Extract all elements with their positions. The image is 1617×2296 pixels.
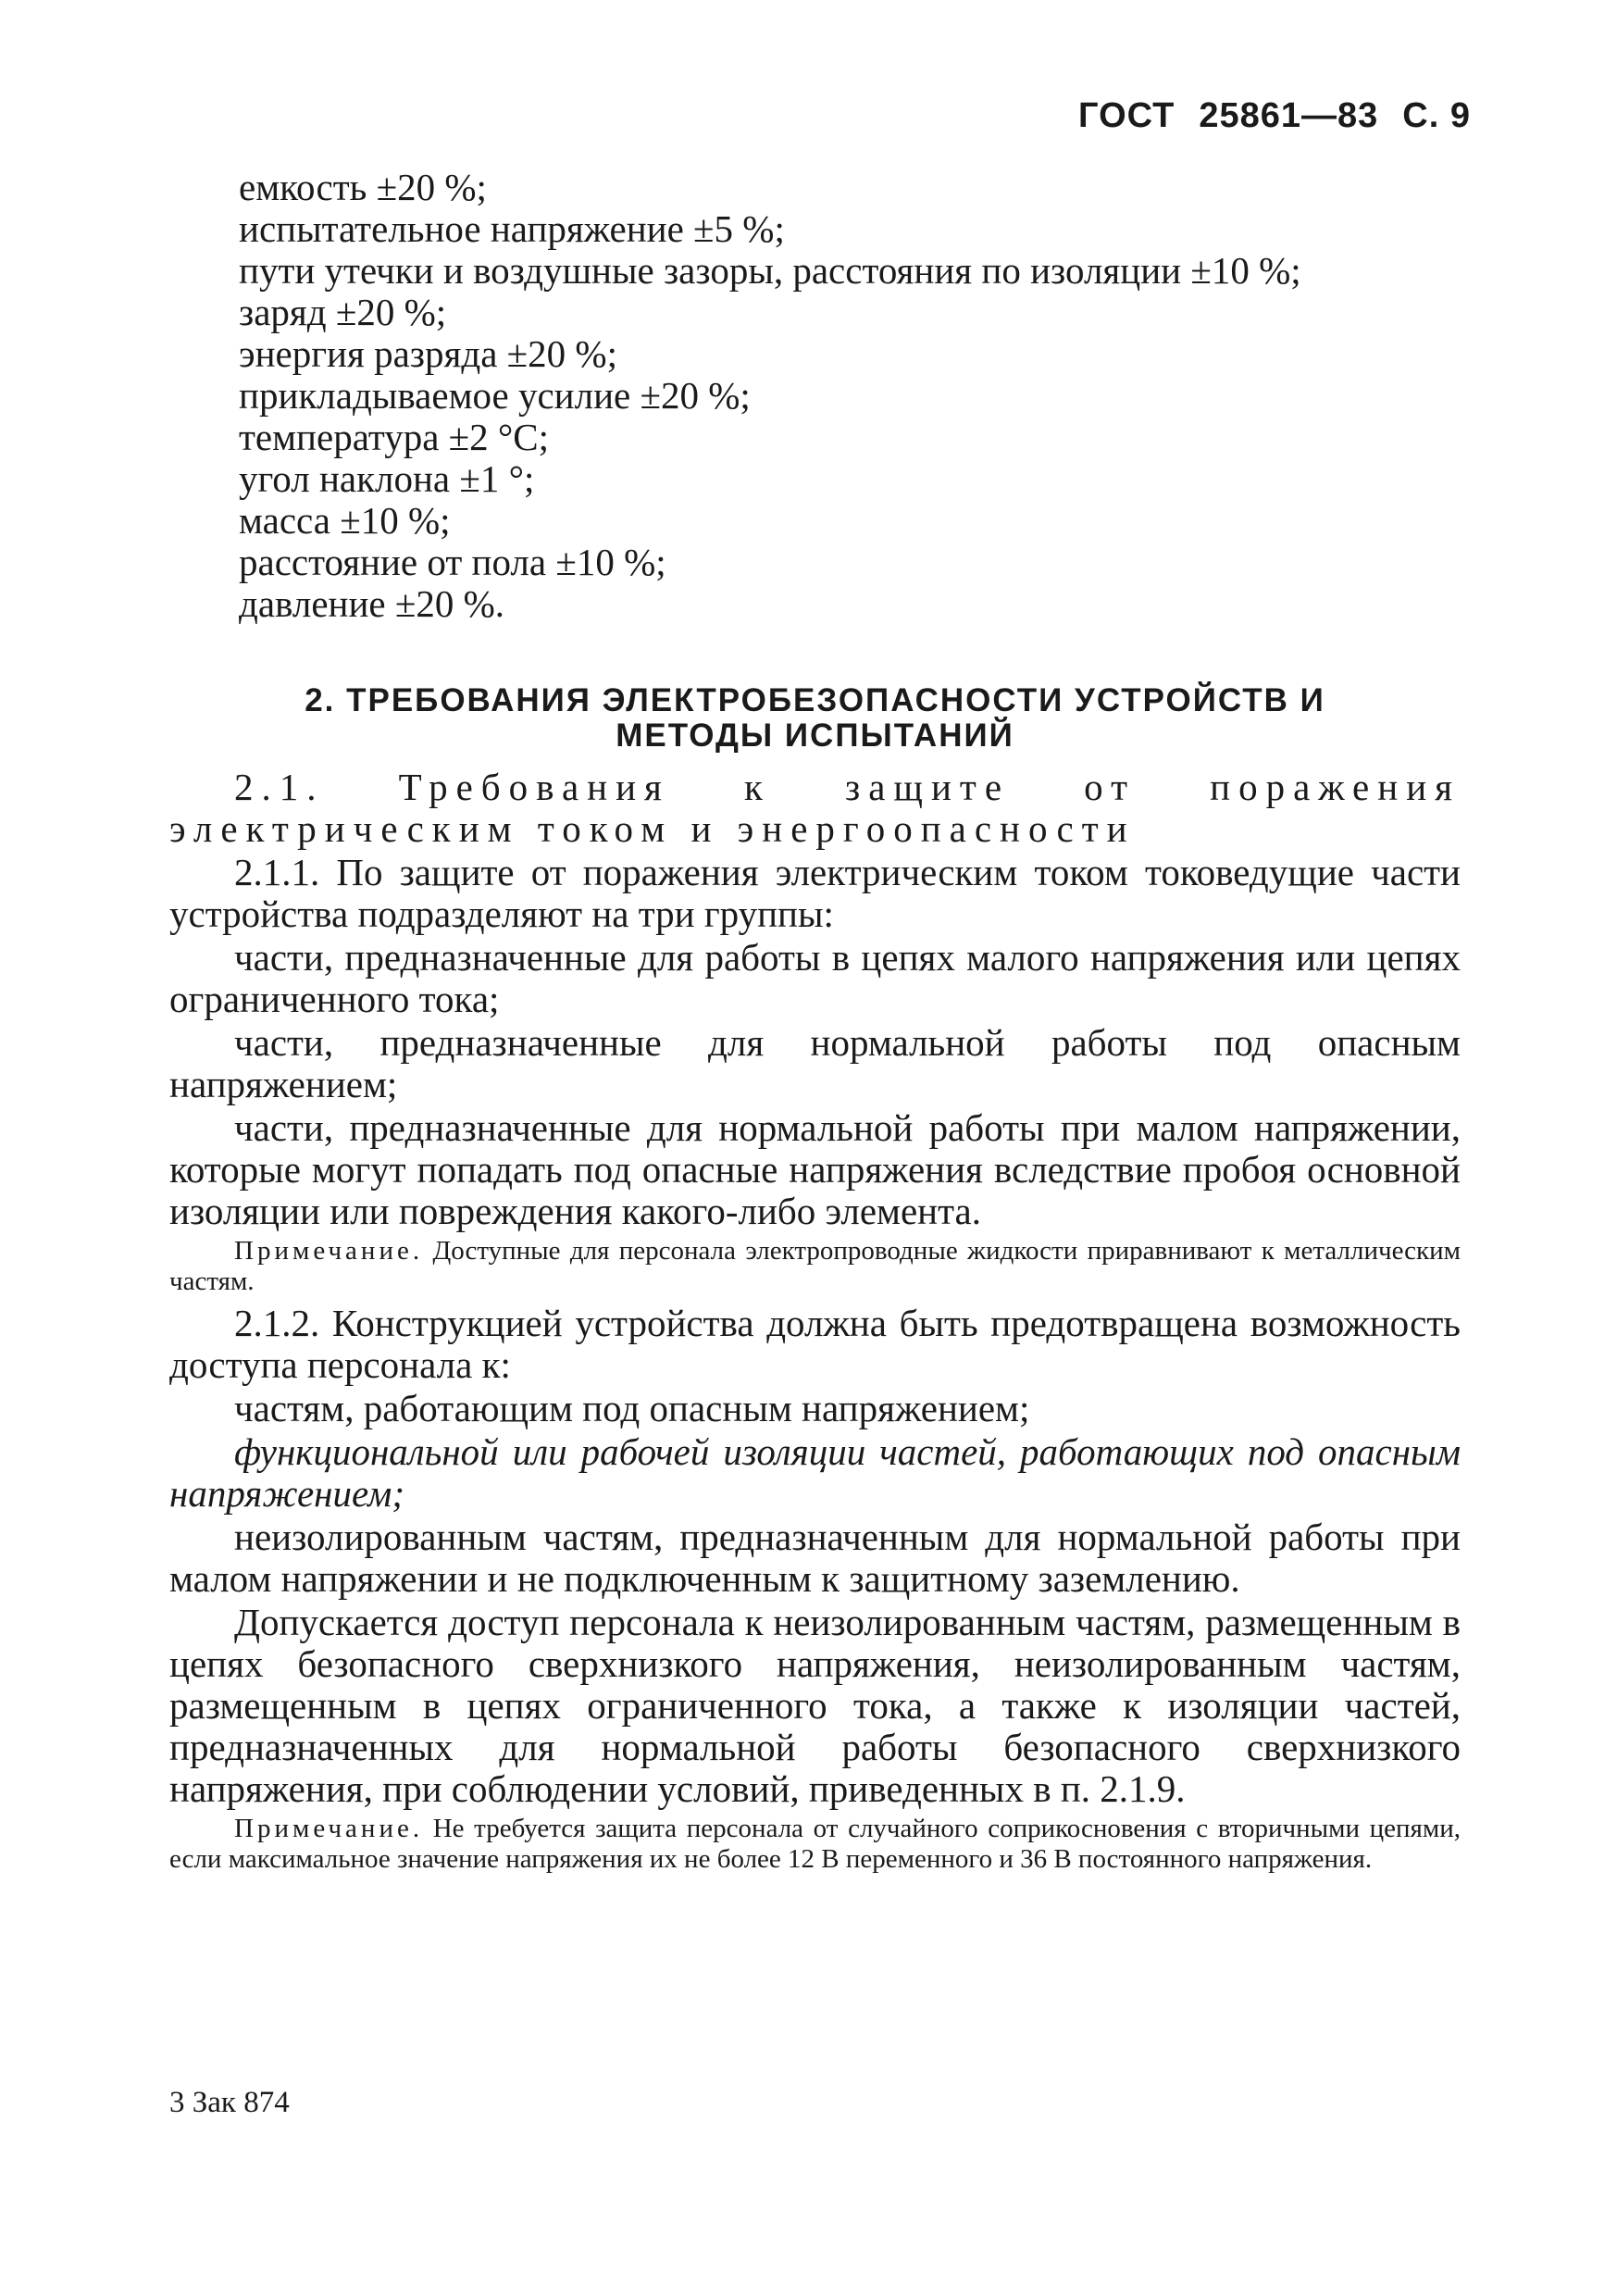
tolerance-item: температура ±2 °С; <box>239 416 550 458</box>
access-item: неизолированным частям, предназначенным для нормальной работы при малом напряжении и не подключенным к защитному заземлению. <box>169 1516 1461 1600</box>
note-label: Примечание. <box>234 1236 424 1266</box>
section-title-line: МЕТОДЫ ИСПЫТАНИЙ <box>616 718 1014 754</box>
tolerance-item: емкость ±20 %; <box>239 166 487 208</box>
allowance-paragraph: Допускается доступ персонала к неизолированным частям, размещенным в цепях безопасного сверхнизкого напряжения, неизолированным частям, размещенным в цепях ограниченного тока, а также к изоляции частей, предназначенных для нормальной работы безопасного сверхнизкого напряжения, при соблюдении условий, приведенных в п. 2.1.9. <box>169 1601 1461 1810</box>
tolerance-item: пути утечки и воздушные зазоры, расстояния по изоляции ±10 %; <box>239 249 1301 292</box>
access-item: функциональной или рабочей изоляции частей, работающих под опасным напряжением; <box>169 1430 1461 1515</box>
tolerance-item: расстояние от пола ±10 %; <box>239 541 666 583</box>
page-header <box>1054 96 1471 136</box>
section-title <box>169 683 1461 754</box>
group-item: части, предназначенные для работы в цепях малого напряжения или цепях ограниченного тока; <box>169 936 1461 1020</box>
note <box>169 1814 1461 1875</box>
standard-label: ГОСТ <box>1078 96 1175 135</box>
tolerance-item: прикладываемое усилие ±20 %; <box>239 374 751 417</box>
access-item: частям, работающим под опасным напряжением; <box>234 1387 1030 1429</box>
standard-number: 25861—83 <box>1199 96 1379 135</box>
tolerance-item: испытательное напряжение ±5 %; <box>239 207 785 250</box>
group-item: части, предназначенные для нормальной работы при малом напряжении, которые могут попадать под опасные напряжения вследствие пробоя основной изоляции или повреждения какого-либо элемента. <box>169 1106 1461 1232</box>
section-title-line: 2. ТРЕБОВАНИЯ ЭЛЕКТРОБЕЗОПАСНОСТИ УСТРОЙСТВ И <box>305 682 1325 718</box>
clause-2-1-2: 2.1.2. Конструкцией устройства должна быть предотвращена возможность доступа персонала к: <box>169 1302 1461 1386</box>
tolerance-list <box>169 167 1461 625</box>
page-number: С. 9 <box>1402 96 1471 135</box>
note-text: Доступные для персонала электропроводные жидкости приравнивают к металлическим частям. <box>169 1236 1462 1296</box>
tolerance-item: угол наклона ±1 °; <box>239 457 535 500</box>
tolerance-item: давление ±20 %. <box>239 582 505 625</box>
print-order-mark: 3 Зак 874 <box>169 2086 290 2119</box>
tolerance-item: энергия разряда ±20 %; <box>239 332 617 375</box>
note-label: Примечание. <box>234 1814 424 1843</box>
tolerance-item: масса ±10 %; <box>239 499 451 542</box>
note <box>169 1236 1461 1297</box>
page-content <box>169 167 1461 1880</box>
subsection-heading: 2.1. Требования к защите от поражения электрическим током и энергоопасности <box>169 766 1461 850</box>
tolerance-item: заряд ±20 %; <box>239 291 447 333</box>
group-item: части, предназначенные для нормальной работы под опасным напряжением; <box>169 1021 1461 1105</box>
clause-2-1-1: 2.1.1. По защите от поражения электрическим током токоведущие части устройства подразделяют на три группы: <box>169 851 1461 935</box>
note-text: Не требуется защита персонала от случайного соприкосновения с вторичными цепями, если максимальное значение напряжения их не более 12 В переменного и 36 В постоянного напряжения. <box>169 1814 1462 1874</box>
